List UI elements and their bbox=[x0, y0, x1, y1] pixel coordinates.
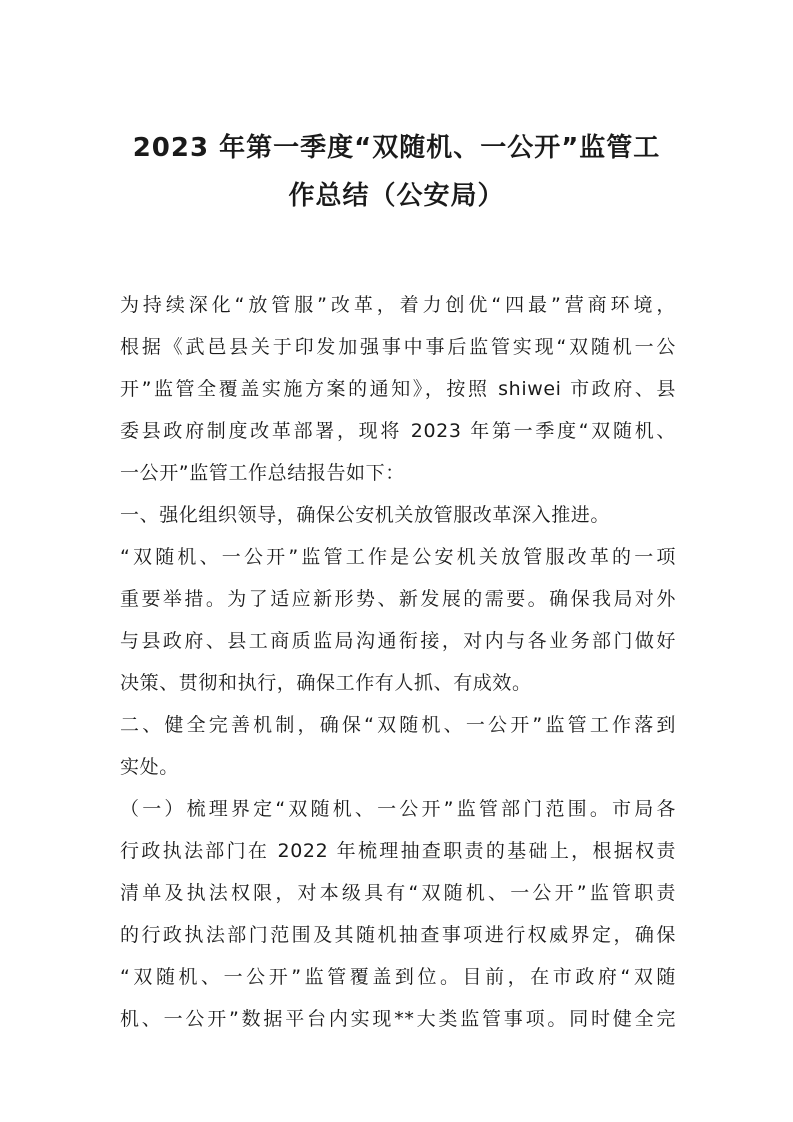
text-line: 机、一公开”数据平台内实现**大类监管事项。同时健全完 bbox=[120, 1008, 676, 1030]
text-line: 委县政府制度改革部署，现将 2023 年第一季度“双随机、 bbox=[120, 420, 676, 442]
text-line: 根据《武邑县关于印发加强事中事后监管实现“双随机一公 bbox=[120, 336, 676, 358]
text-line: 为持续深化“放管服”改革，着力创优“四最”营商环境， bbox=[120, 294, 676, 316]
section-1-paragraph bbox=[120, 536, 676, 704]
text-line: 开”监管全覆盖实施方案的通知》，按照 shiwei 市政府、县 bbox=[120, 378, 676, 400]
text-line: 重要举措。为了适应新形势、新发展的需要。确保我局对外 bbox=[120, 588, 676, 610]
section-heading-1 bbox=[120, 494, 676, 536]
intro-paragraph bbox=[120, 284, 676, 494]
document-body bbox=[120, 284, 676, 1040]
text-line: “双随机、一公开”监管工作是公安机关放管服改革的一项 bbox=[120, 546, 676, 568]
text-line: 一公开”监管工作总结报告如下： bbox=[120, 462, 405, 484]
text-line: 二、健全完善机制，确保“双随机、一公开”监管工作落到 bbox=[120, 714, 676, 736]
title-line: 2023 年第一季度“双随机、一公开”监管工 bbox=[132, 133, 661, 163]
document-title bbox=[100, 124, 693, 220]
title-line: 作总结（公安局） bbox=[288, 181, 505, 211]
section-heading-2 bbox=[120, 704, 676, 788]
text-line: （一）梳理界定“双随机、一公开”监管部门范围。市局各 bbox=[120, 798, 676, 820]
text-line: 清单及执法权限，对本级具有“双随机、一公开”监管职责 bbox=[120, 882, 676, 904]
text-line: “双随机、一公开”监管覆盖到位。目前，在市政府“双随 bbox=[120, 966, 676, 988]
subsection-1-paragraph bbox=[120, 788, 676, 1040]
text-line: 一、强化组织领导，确保公安机关放管服改革深入推进。 bbox=[120, 504, 611, 526]
text-line: 与县政府、县工商质监局沟通衔接，对内与各业务部门做好 bbox=[120, 630, 676, 652]
text-line: 的行政执法部门范围及其随机抽查事项进行权威界定，确保 bbox=[120, 924, 676, 946]
text-line: 实处。 bbox=[120, 756, 179, 778]
text-line: 行政执法部门在 2022 年梳理抽查职责的基础上，根据权责 bbox=[120, 840, 676, 862]
text-line: 决策、贯彻和执行，确保工作有人抓、有成效。 bbox=[120, 672, 532, 694]
